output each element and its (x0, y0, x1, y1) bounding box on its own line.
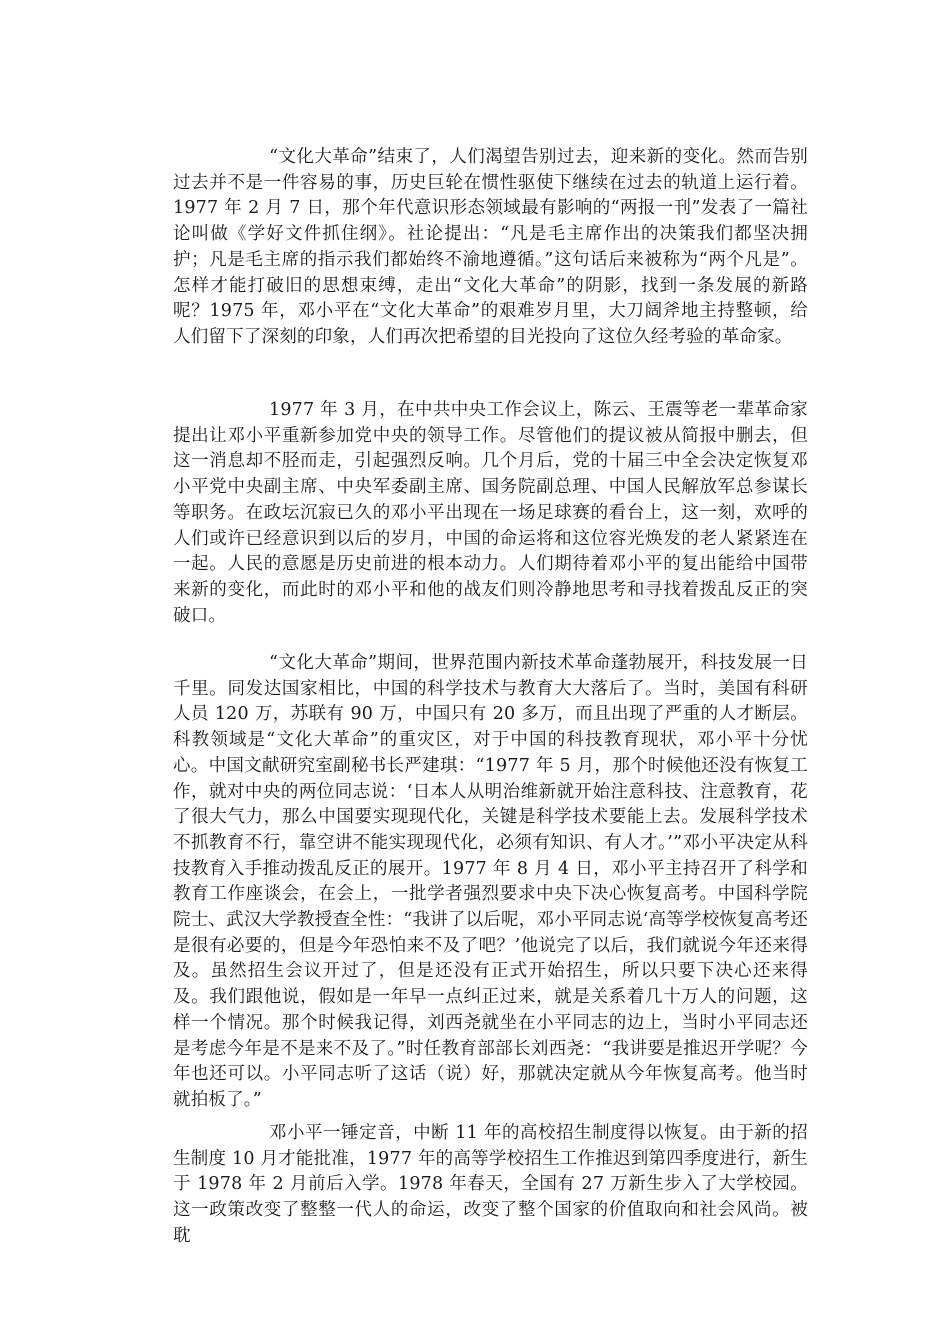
paragraph-end-of-cultural-revolution: “文化大革命”结束了，人们渴望告别过去，迎来新的变化。然而告别过去并不是一件容易的事，历史巨轮在惯性驱使下继续在过去的轨道上运行着。1977 年 2 月 7 日，那个年代意识形态领域最有影响的“两报一刊”发表了一篇社论叫做《学好文件抓住纲》。社论提出：“凡是毛主席作出的决策我们都坚决拥护；凡是毛主席的指示我们都始终不渝地遵循。”这句话后来被称为“两个凡是”。怎样才能打破旧的思想束缚，走出“文化大革命”的阴影，找到一条发展的新路呢？1975 年，邓小平在“文化大革命”的艰难岁月里，大刀阔斧地主持整顿，给人们留下了深刻的印象，人们再次把希望的目光投向了这位久经考验的革命家。 (173, 147, 808, 347)
paragraph-deng-xiaoping-return: 1977 年 3 月，在中共中央工作会议上，陈云、王震等老一辈革命家提出让邓小平重新参加党中央的领导工作。尽管他们的提议被从简报中删去，但这一消息却不胫而走，引起强烈反响。几个月后，党的十届三中全会决定恢复邓小平党中央副主席、中央军委副主席、国务院副总理、中国人民解放军总参谋长等职务。在政坛沉寂已久的邓小平出现在一场足球赛的看台上，这一刻，欢呼的人们或许已经意识到以后的岁月，中国的命运将和这位容光焕发的老人紧紧连在一起。人民的意愿是历史前进的根本动力。人们期待着邓小平的复出能给中国带来新的变化，而此时的邓小平和他的战友们则冷静地思考和寻找着拨乱反正的突破口。 (173, 400, 808, 626)
paragraph-gaokao-restored: 邓小平一锤定音，中断 11 年的高校招生制度得以恢复。由于新的招生制度 10 月才能批准，1977 年的高等学校招生工作推迟到第四季度进行，新生于 1978 年 2 月前后入学。1978 年春天，全国有 27 万新生步入了大学校园。这一政策改变了整整一代人的命运，改变了整个国家的价值取向和社会风尚。被耽 (173, 1123, 808, 1246)
paragraph-science-education-gaokao: “文化大革命”期间，世界范围内新技术革命蓬勃展开，科技发展一日千里。同发达国家相比，中国的科学技术与教育大大落后了。当时，美国有科研人员 120 万，苏联有 90 万，中国只有 20 多万，而且出现了严重的人才断层。科教领域是“文化大革命”的重灾区，对于中国的科技教育现状，邓小平十分忧心。中国文献研究室副秘书长严建琪：“1977 年 5 月，那个时候他还没有恢复工作，就对中央的两位同志说：‘日本人从明治维新就开始注意科技、注意教育，花了很大气力，那么中国要实现现代化，关键是科学技术要能上去。发展科学技术不抓教育不行，靠空讲不能实现现代化，必须有知识、有人才。’”邓小平决定从科技教育入手推动拨乱反正的展开。1977 年 8 月 4 日，邓小平主持召开了科学和教育工作座谈会，在会上，一批学者强烈要求中央下决心恢复高考。中国科学院院士、武汉大学教授查全性：“我讲了以后呢，邓小平同志说‘高等学校恢复高考还是很有必要的，但是今年恐怕来不及了吧？’他说完了以后，我们就说今年还来得及。虽然招生会议开过了，但是还没有正式开始招生，所以只要下决心还来得及。我们跟他说，假如是一年早一点纠正过来，就是关系着几十万人的问题，这样一个情况。那个时候我记得，刘西尧就坐在小平同志的边上，当时小平同志还是考虑今年是不是来不及了。”时任教育部部长刘西尧：“我讲要是推迟开学呢？今年也还可以。小平同志听了这话（说）好，那就决定就从今年恢复高考。他当时就拍板了。” (173, 653, 808, 1110)
